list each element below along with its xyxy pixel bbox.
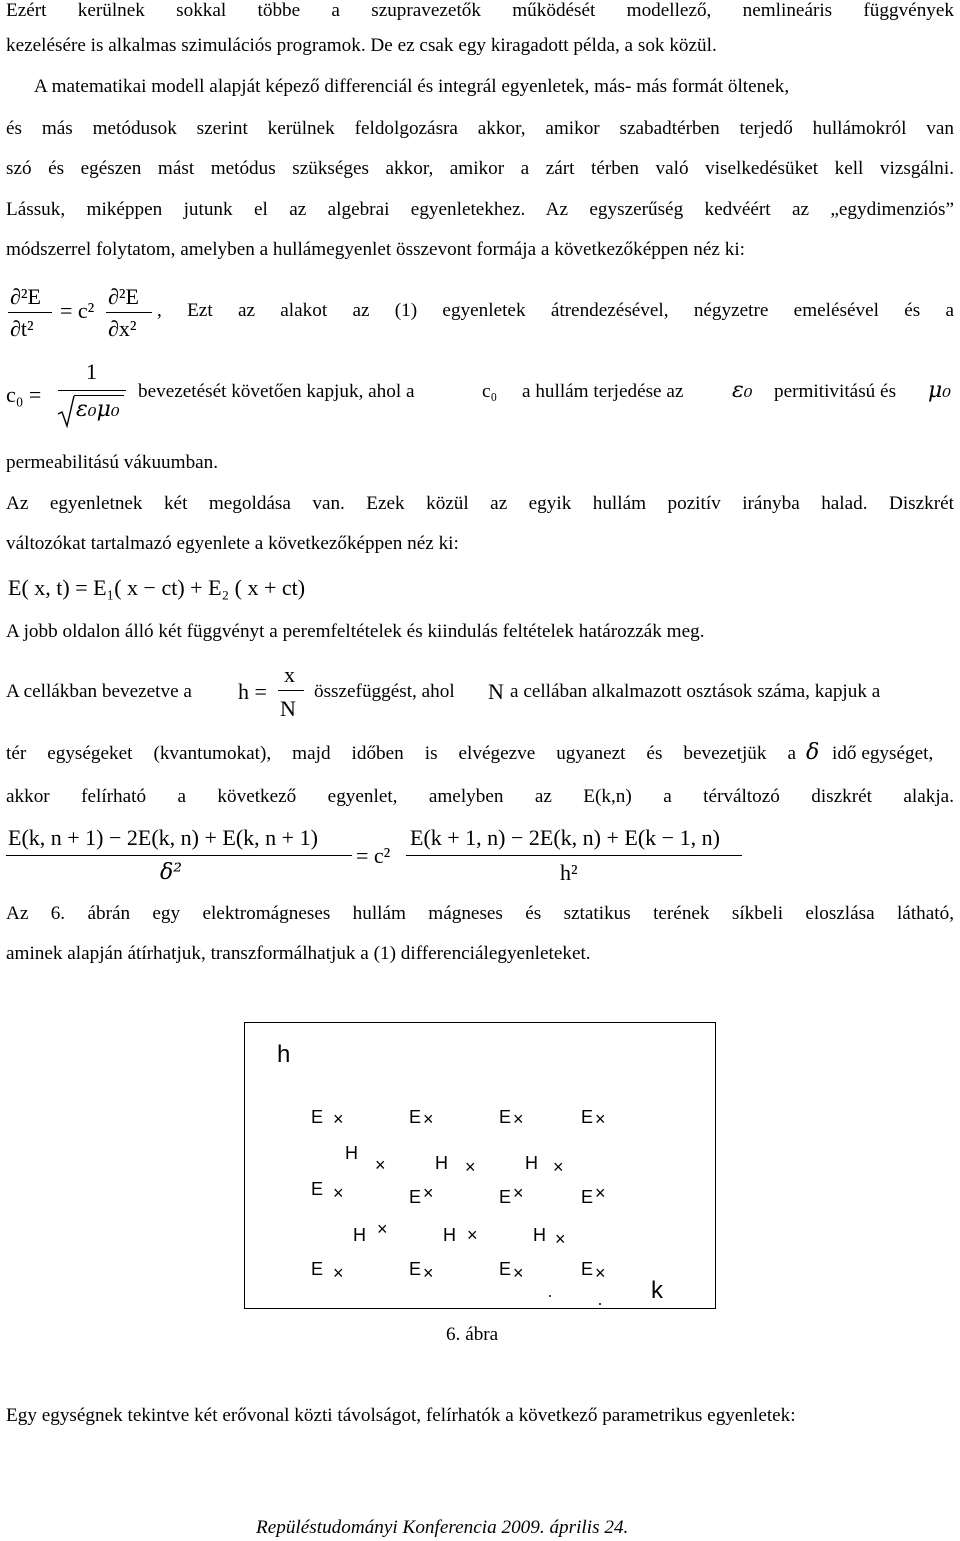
field-label-e: E xyxy=(409,1187,422,1207)
solution-equation: E( x, t) = E₁( x − ct) + E₂ ( x + ct) xyxy=(8,575,306,600)
epsilon0-symbol: ε₀ xyxy=(732,378,753,403)
text-line: A jobb oldalon álló két függvényt a peremfeltételek és kiindulás feltételek határozzák meg. xyxy=(6,621,705,642)
text-line: permeabilitású vákuumban. xyxy=(6,452,219,473)
text-line: Ezért kerülnek sokkal többe a szupravezetők működését modellező, nemlineáris függvények xyxy=(6,0,954,21)
eq-trailing-text: , Ezt az alakot az (1) egyenletek átrendezésével, négyzetre emelésével és a xyxy=(157,300,954,321)
cross-icon: × xyxy=(513,1263,524,1283)
text-line: akkor felírható a következő egyenlet, amelyben az E(k,n) a térváltozó diszkrét alakja. xyxy=(6,786,954,807)
field-label-e: E xyxy=(409,1107,422,1127)
k-axis-label: k xyxy=(651,1277,663,1304)
field-label-e: E xyxy=(409,1259,422,1279)
cross-icon: × xyxy=(377,1219,388,1239)
c0-lhs: c₀ = xyxy=(6,382,42,407)
figure-caption: 6. ábra xyxy=(446,1324,499,1345)
h-lhs: h = xyxy=(238,679,267,704)
sqrt-sign-icon xyxy=(56,394,76,428)
field-label-e: E xyxy=(581,1187,594,1207)
fraction-bar xyxy=(58,390,126,391)
text-line: Lássuk, miképpen jutunk el az algebrai egyenletekhez. Az egyszerűség kedvéért az „egydimenziós” xyxy=(6,199,954,220)
field-label-e: E xyxy=(311,1179,324,1199)
eq-equals: = c² xyxy=(60,298,95,323)
cross-icon: × xyxy=(595,1263,606,1283)
cross-icon: × xyxy=(513,1183,524,1203)
N-symbol: N xyxy=(488,679,504,704)
c0-text: bevezetését követően kapjuk, ahol a xyxy=(138,381,415,402)
fraction-bar xyxy=(6,855,352,856)
cross-icon: × xyxy=(423,1183,434,1203)
text-line: összefüggést, ahol xyxy=(314,681,455,702)
c0-inline: c₀ xyxy=(482,381,498,402)
text-line: módszerrel folytatom, amelyben a hullámegyenlet összevont formája a következőképpen néz ki: xyxy=(6,239,745,260)
disc-equals: = c² xyxy=(356,843,391,868)
h-numerator: x xyxy=(284,662,295,687)
c0-denominator: ε₀μ₀ xyxy=(76,397,120,422)
cross-icon: × xyxy=(465,1157,476,1177)
text-line: Egy egységnek tekintve két erővonal közti távolságot, felírhatók a következő parametrikus egyenletek: xyxy=(6,1405,796,1426)
sqrt-bar xyxy=(74,395,124,396)
text-line: A matematikai modell alapját képező differenciál és integrál egyenletek, más- más formát öltenek, xyxy=(34,76,790,97)
text-line: tér egységeket (kvantumokat), majd időben is elvégezve ugyanezt és bevezetjük a xyxy=(6,743,796,764)
field-label-h: H xyxy=(435,1153,448,1173)
h-denominator: N xyxy=(280,696,296,721)
disc-rhs-denominator: h² xyxy=(560,860,578,885)
mu0-symbol: μ₀ xyxy=(928,378,952,403)
h-axis-label: h xyxy=(277,1041,291,1068)
cross-icon: × xyxy=(375,1155,386,1175)
text-line: A cellákban bevezetve a xyxy=(6,681,192,702)
delta-symbol: δ xyxy=(806,740,820,765)
eq-lhs-denominator: ∂t² xyxy=(10,316,34,341)
c0-text-2: a hullám terjedése az xyxy=(522,381,684,402)
eq-rhs-numerator: ∂²E xyxy=(108,284,139,309)
field-label-e: E xyxy=(499,1259,512,1279)
fraction-bar xyxy=(406,855,742,856)
field-label-h: H xyxy=(533,1225,546,1245)
text-line: kezelésére is alkalmas szimulációs programok. De ez csak egy kiragadott példa, a sok közül. xyxy=(6,35,717,56)
text-line: szó és egészen mást metódus szükséges akkor, amikor a zárt térben való viselkedésüket kell vizsgálni. xyxy=(6,158,954,179)
field-label-e: E xyxy=(499,1107,512,1127)
cross-icon: × xyxy=(333,1263,344,1283)
text-line: és más metódusok szerint kerülnek feldolgozásra akkor, amikor szabadtérben terjedő hullámokról van xyxy=(6,118,954,139)
eq-rhs-denominator: ∂x² xyxy=(108,316,137,341)
cross-icon: × xyxy=(423,1263,434,1283)
disc-rhs-numerator: E(k + 1, n) − 2E(k, n) + E(k − 1, n) xyxy=(410,825,720,850)
fraction-bar xyxy=(278,690,304,691)
cross-icon: × xyxy=(595,1183,606,1203)
cross-icon: × xyxy=(513,1109,524,1129)
field-label-e: E xyxy=(499,1187,512,1207)
field-label-e: E xyxy=(581,1259,594,1279)
figure-6 xyxy=(244,1022,716,1309)
field-label-e: E xyxy=(311,1107,324,1127)
cross-icon: × xyxy=(423,1109,434,1129)
field-label-h: H xyxy=(353,1225,366,1245)
text-line: változókat tartalmazó egyenlete a következőképpen néz ki: xyxy=(6,533,459,554)
dot-mark xyxy=(549,1295,551,1297)
fraction-bar xyxy=(106,312,152,313)
cross-icon: × xyxy=(595,1109,606,1129)
cross-icon: × xyxy=(553,1157,564,1177)
text-line: Az 6. ábrán egy elektromágneses hullám mágneses és sztatikus terének síkbeli eloszlása látható, xyxy=(6,903,954,924)
field-label-h: H xyxy=(525,1153,538,1173)
text-line: Az egyenletnek két megoldása van. Ezek közül az egyik hullám pozitív irányba halad. Diszkrét xyxy=(6,493,954,514)
text-line: a cellában alkalmazott osztások száma, kapjuk a xyxy=(510,681,881,702)
disc-lhs-numerator: E(k, n + 1) − 2E(k, n) + E(k, n + 1) xyxy=(8,825,318,850)
cross-icon: × xyxy=(555,1229,566,1249)
fraction-bar xyxy=(8,312,52,313)
text-line: aminek alapján átírhatjuk, transzformálhatjuk a (1) differenciálegyenleteket. xyxy=(6,943,591,964)
cross-icon: × xyxy=(467,1225,478,1245)
field-label-e: E xyxy=(311,1259,324,1279)
cross-icon: × xyxy=(333,1109,344,1129)
field-label-h: H xyxy=(443,1225,456,1245)
dot-mark xyxy=(599,1303,601,1305)
cross-icon: × xyxy=(333,1183,344,1203)
page-footer: Repüléstudományi Konferencia 2009. április 24. xyxy=(256,1517,629,1538)
field-label-e: E xyxy=(581,1107,594,1127)
c0-numerator: 1 xyxy=(86,359,97,384)
field-label-h: H xyxy=(345,1143,358,1163)
text-line: idő egységet, xyxy=(832,743,934,764)
c0-text-3: permitivitású és xyxy=(774,381,897,402)
disc-lhs-denominator: δ² xyxy=(160,860,183,885)
eq-lhs-numerator: ∂²E xyxy=(10,284,41,309)
